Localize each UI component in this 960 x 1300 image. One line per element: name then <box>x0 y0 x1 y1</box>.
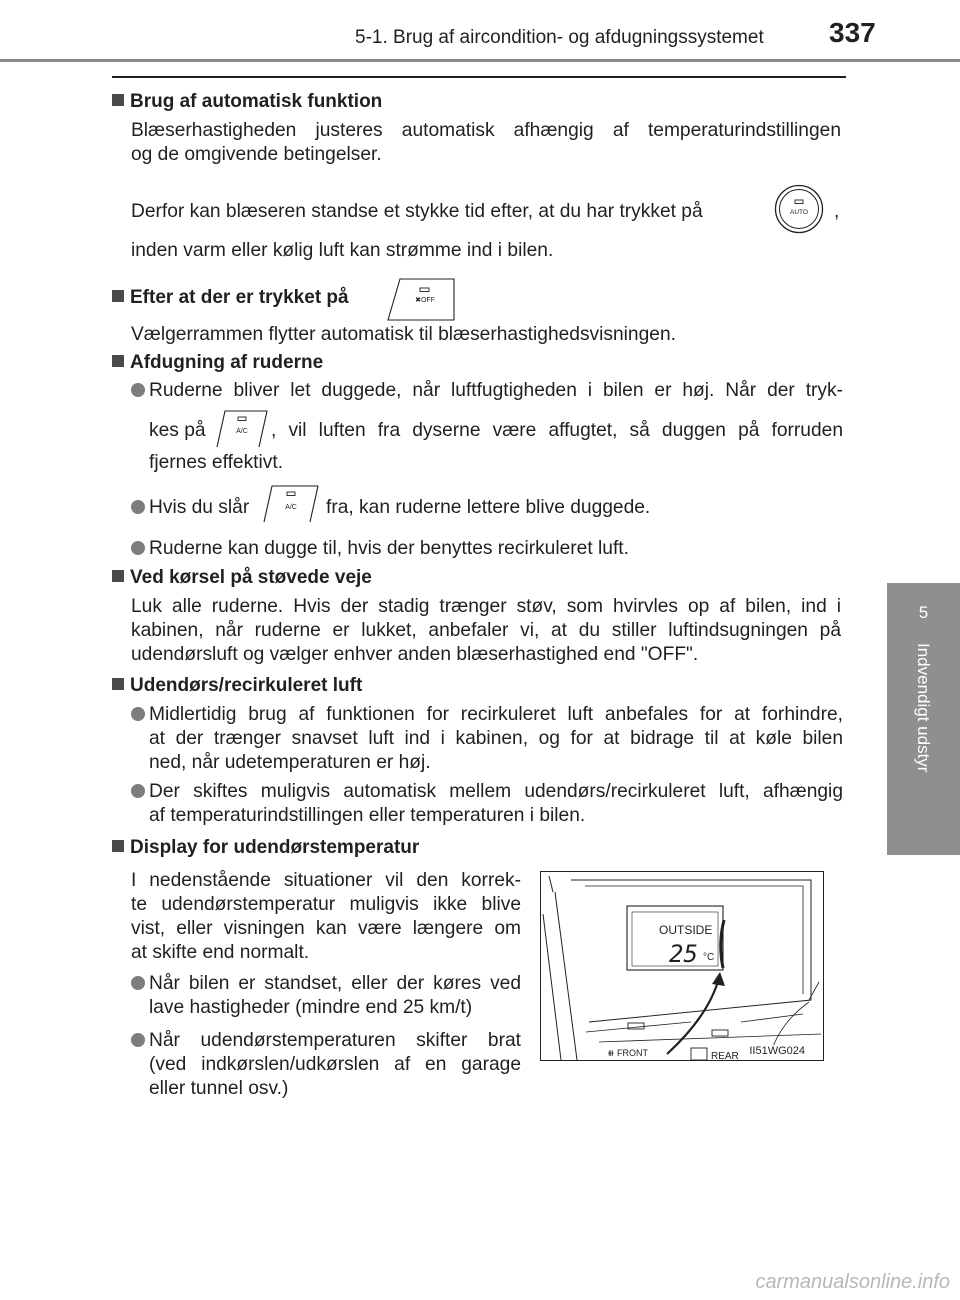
header-divider <box>0 59 960 62</box>
recirc-text-line: Der skiftes muligvis automatisk mellem udendørs/recirkuleret luft, afhængig <box>149 781 843 802</box>
square-bullet-icon <box>112 678 124 690</box>
outside-temp-text-line: at skifte end normalt. <box>131 942 310 963</box>
dusty-text-line: udendørsluft og vælger enhver anden blæserhastighed end "OFF". <box>131 644 699 665</box>
defog-text-line: kes på <box>149 420 206 441</box>
round-bullet-icon <box>131 976 145 990</box>
round-bullet-icon <box>131 707 145 721</box>
defog-text-line: Ruderne kan dugge til, hvis der benyttes recirkuleret luft. <box>149 538 629 559</box>
climate-panel-illustration <box>541 872 823 1060</box>
ac-button-icon <box>216 409 268 449</box>
outside-temp-text-line: lave hastigheder (mindre end 25 km/t) <box>149 997 473 1018</box>
svg-text:⧻ FRONT: ⧻ FRONT <box>607 1048 649 1058</box>
after-off-text: Vælgerrammen flytter automatisk til blæserhastighedsvisningen. <box>131 324 676 345</box>
square-bullet-icon <box>112 290 124 302</box>
auto-button-icon <box>774 184 824 234</box>
outside-temp-text-line: eller tunnel osv.) <box>149 1078 289 1099</box>
defog-text-line: fra, kan ruderne lettere blive duggede. <box>326 497 651 518</box>
outside-temp-text-line: Når bilen er standset, eller der køres ved <box>149 973 521 994</box>
auto-text-line: inden varm eller kølig luft kan strømme ind i bilen. <box>131 240 554 261</box>
auto-text-line: og de omgivende betingelser. <box>131 144 382 165</box>
outside-temperature-figure <box>540 871 824 1061</box>
outside-label: OUTSIDE <box>659 923 713 937</box>
chapter-title: Indvendigt udstyr <box>914 643 933 773</box>
square-bullet-icon <box>112 570 124 582</box>
recirc-text-line: af temperaturindstillingen eller temperaturen i bilen. <box>149 805 586 826</box>
square-bullet-icon <box>112 355 124 367</box>
figure-id: II51WG024 <box>749 1045 805 1057</box>
square-bullet-icon <box>112 840 124 852</box>
watermark-logo: carmanualsonline.info <box>755 1271 950 1293</box>
defog-text-line: fjernes effektivt. <box>149 452 284 473</box>
recirc-text-line: ned, når udetemperaturen er høj. <box>149 752 431 773</box>
heading-after-off: Efter at der er trykket på <box>112 286 349 310</box>
svg-text:A/C: A/C <box>285 504 297 511</box>
defog-text-line: Hvis du slår <box>149 497 250 518</box>
section-title: 5-1. Brug af aircondition- og afdugningssystemet <box>355 27 764 48</box>
outside-temp-text-line: vist, eller visningen kan være længere om <box>131 918 521 939</box>
auto-text-comma: , <box>834 201 840 222</box>
svg-text:✖OFF: ✖OFF <box>415 297 435 304</box>
dusty-text-line: Luk alle ruderne. Hvis der stadig trænger støv, som hvirvles op af bilen, ind i <box>131 596 841 617</box>
content-divider <box>112 76 846 78</box>
dusty-text-line: kabinen, når ruderne er lukket, anbefaler vi, at du stiller luftindsugningen på <box>131 620 841 641</box>
page-number: 337 <box>829 17 876 48</box>
temperature-unit: °C <box>703 952 715 963</box>
svg-text:REAR: REAR <box>711 1051 739 1060</box>
heading-recirc: Udendørs/recirkuleret luft <box>112 674 362 698</box>
auto-text-line: Blæserhastigheden justeres automatisk afhængig af temperaturindstillingen <box>131 120 841 141</box>
round-bullet-icon <box>131 784 145 798</box>
chapter-number: 5 <box>918 603 929 622</box>
defog-text-line: , vil luften fra dyserne være affugtet, så duggen på forruden <box>271 420 843 441</box>
round-bullet-icon <box>131 1033 145 1047</box>
chapter-tab[interactable] <box>887 583 960 855</box>
recirc-text-line: at der trænger snavset luft ind i kabinen, og for at bidrage til at køle bilen <box>149 728 843 749</box>
pointer-arrow-icon <box>667 978 719 1054</box>
heading-dusty: Ved kørsel på støvede veje <box>112 566 372 590</box>
recirc-text-line: Midlertidig brug af funktionen for recirkuleret luft anbefales for at forhindre, <box>149 704 843 725</box>
outside-temp-text-line: Når udendørstemperaturen skifter brat <box>149 1030 521 1051</box>
defog-text-line: Ruderne bliver let duggede, når luftfugtigheden i bilen er høj. Når der tryk- <box>149 380 843 401</box>
heading-defog: Afdugning af ruderne <box>112 351 323 375</box>
temperature-value: 25 <box>669 940 698 968</box>
auto-text-line: Derfor kan blæseren standse et stykke tid efter, at du har trykket på <box>131 201 703 222</box>
round-bullet-icon <box>131 541 145 555</box>
outside-temp-text-line: I nedenstående situationer vil den korrek- <box>131 870 521 891</box>
heading-auto: Brug af automatisk funktion <box>112 90 382 114</box>
round-bullet-icon <box>131 500 145 514</box>
square-bullet-icon <box>112 94 124 106</box>
ac-button-icon <box>262 484 320 524</box>
outside-temp-text-line: (ved indkørslen/udkørslen af en garage <box>149 1054 521 1075</box>
svg-text:AUTO: AUTO <box>790 209 808 216</box>
heading-outside-temp: Display for udendørstemperatur <box>112 836 419 860</box>
round-bullet-icon <box>131 383 145 397</box>
outside-temp-text-line: te udendørstemperatur muligvis ikke blive <box>131 894 521 915</box>
svg-text:A/C: A/C <box>236 428 248 435</box>
fan-off-button-icon <box>382 276 456 322</box>
